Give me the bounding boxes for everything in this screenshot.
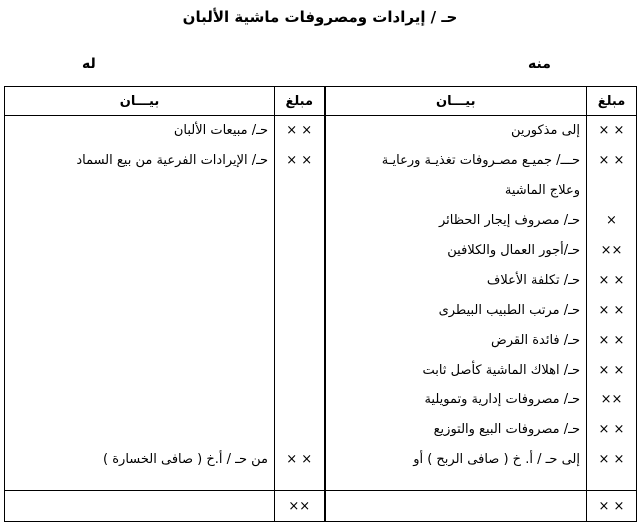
credit-amount-cell <box>275 236 325 266</box>
ledger-row <box>5 295 637 325</box>
credit-description-cell <box>5 176 275 206</box>
debit-description-cell: إلى مذكورين <box>325 116 587 146</box>
debit-description-cell: حـ/ فائدة القرض <box>325 325 587 355</box>
debit-amount-cell: × × <box>587 295 637 325</box>
debit-description-cell: حـ/ مرتب الطبيب البيطرى <box>325 295 587 325</box>
ledger-row <box>5 415 637 445</box>
credit-total-amount: ×× <box>275 491 325 522</box>
debit-amount-cell: × <box>587 206 637 236</box>
debit-amount-cell: × × <box>587 146 637 176</box>
credit-description-cell <box>5 206 275 236</box>
debit-total-blank <box>325 491 587 522</box>
credit-amount-cell <box>275 206 325 236</box>
debit-description-cell: حـ/ مصروفات إدارية وتمويلية <box>325 385 587 415</box>
ledger-row <box>5 146 637 176</box>
credit-description-cell <box>5 355 275 385</box>
filler-cell <box>325 475 587 491</box>
credit-amount-cell: × × <box>275 445 325 475</box>
debit-description-cell: حـ/ مصروف إيجار الحظائر <box>325 206 587 236</box>
credit-description-cell <box>5 236 275 266</box>
credit-amount-cell: × × <box>275 116 325 146</box>
filler-cell <box>275 475 325 491</box>
ledger-row <box>5 355 637 385</box>
filler-cell <box>587 475 637 491</box>
filler-cell <box>5 475 275 491</box>
debit-description-cell: حـ/أجور العمال والكلافين <box>325 236 587 266</box>
ledger-row <box>5 236 637 266</box>
header-row <box>5 87 637 116</box>
debit-description-cell: حـــ/ جميـع مصـروفات تغذيـة ورعايـة <box>325 146 587 176</box>
debit-description-cell: حـ/ اهلاك الماشية كأصل ثابت <box>325 355 587 385</box>
debit-amount-cell: × × <box>587 355 637 385</box>
filler-row <box>5 475 637 491</box>
debit-description-cell: إلى حـ / أ. خ ( صافى الربح ) أو <box>325 445 587 475</box>
credit-amount-cell <box>275 355 325 385</box>
credit-description-cell <box>5 325 275 355</box>
credit-amount-cell <box>275 176 325 206</box>
credit-amount-cell: × × <box>275 146 325 176</box>
debit-amount-cell: × × <box>587 325 637 355</box>
credit-amount-cell <box>275 415 325 445</box>
credit-description-header: بيـــان <box>5 87 275 116</box>
ledger-row <box>5 445 637 475</box>
ledger-row <box>5 176 637 206</box>
debit-side-label: منه <box>528 56 551 72</box>
credit-description-cell: حـ/ مبيعات الألبان <box>5 116 275 146</box>
ledger-row <box>5 206 637 236</box>
credit-amount-cell <box>275 385 325 415</box>
debit-description-cell: حـ/ تكلفة الأعلاف <box>325 265 587 295</box>
ledger-row <box>5 325 637 355</box>
credit-total-blank <box>5 491 275 522</box>
entries-body <box>5 116 637 491</box>
credit-amount-header: مبلغ <box>275 87 325 116</box>
debit-amount-cell: × × <box>587 415 637 445</box>
debit-description-header: بيـــان <box>325 87 587 116</box>
t-account-table <box>4 86 637 522</box>
debit-amount-header: مبلغ <box>587 87 637 116</box>
debit-total-amount: × × <box>587 491 637 522</box>
credit-description-cell: من حـ / أ.خ ( صافى الخسارة ) <box>5 445 275 475</box>
debit-description-cell: وعلاج الماشية <box>325 176 587 206</box>
credit-description-cell: حـ/ الإيرادات الفرعية من بيع السماد <box>5 146 275 176</box>
debit-amount-cell: × × <box>587 445 637 475</box>
page-title: حـ / إيرادات ومصروفات ماشية الألبان <box>182 8 458 26</box>
debit-amount-cell: ×× <box>587 236 637 266</box>
ledger-row <box>5 385 637 415</box>
credit-description-cell <box>5 385 275 415</box>
credit-amount-cell <box>275 325 325 355</box>
credit-description-cell <box>5 265 275 295</box>
credit-description-cell <box>5 415 275 445</box>
ledger-row <box>5 116 637 146</box>
debit-amount-cell: × × <box>587 265 637 295</box>
totals-row <box>5 491 637 522</box>
ledger-row <box>5 265 637 295</box>
credit-amount-cell <box>275 295 325 325</box>
debit-description-cell: حـ/ مصروفات البيع والتوزيع <box>325 415 587 445</box>
credit-amount-cell <box>275 265 325 295</box>
credit-description-cell <box>5 295 275 325</box>
debit-amount-cell: × × <box>587 116 637 146</box>
debit-amount-cell: ×× <box>587 385 637 415</box>
credit-side-label: له <box>82 56 96 72</box>
debit-amount-cell <box>587 176 637 206</box>
